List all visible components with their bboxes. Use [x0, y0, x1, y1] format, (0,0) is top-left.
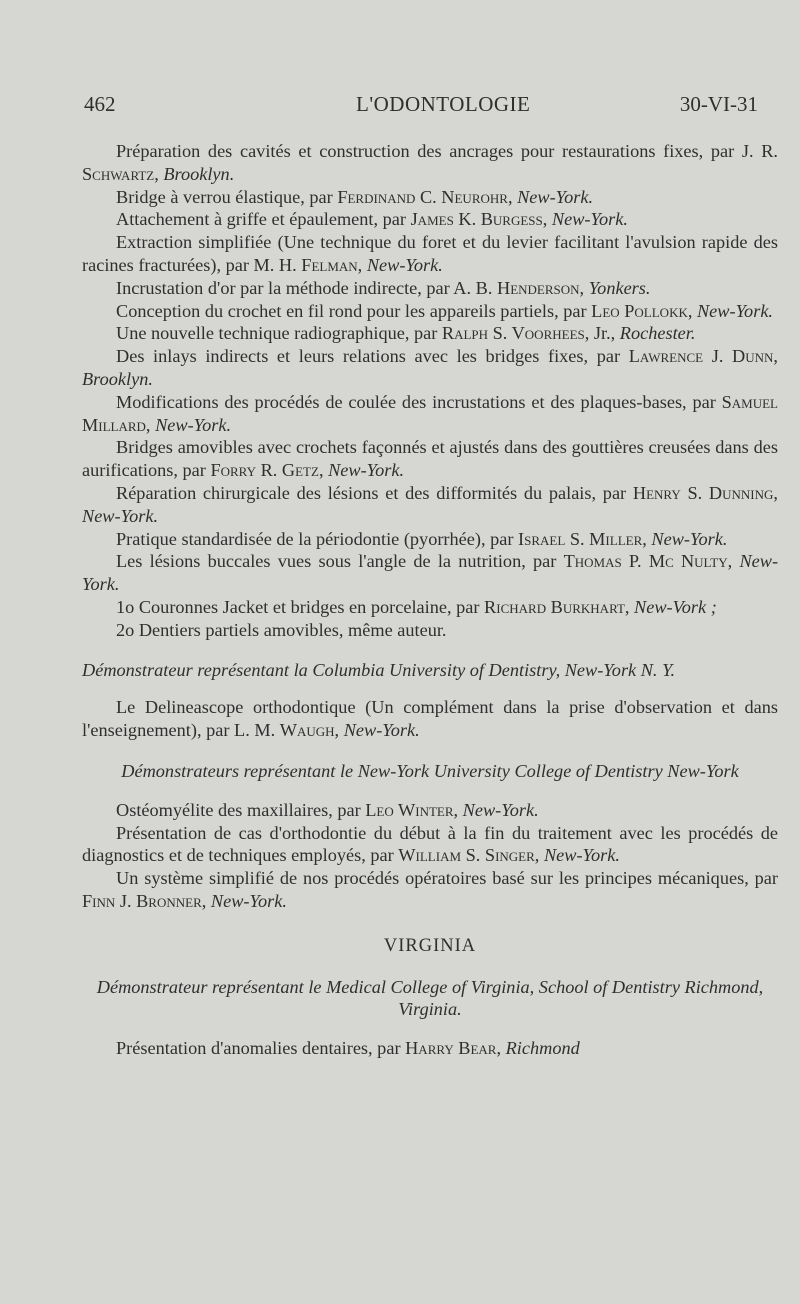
entry-text: Un système simplifié de nos procédés opératoires basé sur les principes mécaniques, par — [116, 868, 778, 889]
entry-author: William S. Singer — [398, 845, 535, 866]
entry-list-nyu — [82, 799, 778, 913]
entry-author: Felman — [301, 254, 358, 275]
entry-author: Henderson — [497, 277, 580, 298]
list-item: Présentation d'anomalies dentaires, par Harry Bear, Richmond — [116, 1038, 580, 1059]
entry-text: Modifications des procédés de coulée des incrustations et des plaques-bases, par — [116, 391, 722, 412]
list-item: Attachement à griffe et épaulement, par James K. Burgess, New-York. — [116, 209, 628, 230]
section-heading-columbia: Démonstrateur représentant la Columbia University of Dentistry, New-York N. Y. — [82, 659, 676, 680]
entry-list-columbia — [82, 696, 778, 742]
entry-author: Lawrence J. Dunn — [628, 346, 774, 367]
entry-author: Richard Burkhart — [484, 596, 625, 617]
entry-city: Brooklyn. — [82, 368, 153, 389]
entry-text: Extraction simplifiée (Une technique du foret et du levier facilitant l'avulsion rapide des racines fracturées), par M. H. — [82, 232, 778, 275]
list-item: Réparation chirurgicale des lésions et des difformités du palais, par Henry S. Dunning, New-York. — [82, 482, 778, 526]
section-heading-nyu: Démonstrateurs représentant le New-York University College of Dentistry New-York — [121, 760, 739, 781]
entry-author: Finn J. Bronner — [82, 890, 202, 911]
list-item: 1o Couronnes Jacket et bridges en porcelaine, par Richard Burkhart, New-Vork ; — [116, 596, 717, 617]
entry-text: Une nouvelle technique radiographique, par — [116, 323, 442, 344]
issue-date: 30-VI-31 — [679, 92, 758, 116]
page-body — [82, 140, 778, 1060]
entry-city: New-York. — [328, 460, 405, 481]
entry-city: New-Vork ; — [634, 596, 717, 617]
entry-author: Israel S. Miller — [518, 528, 643, 549]
entry-city: New-York. — [696, 300, 774, 321]
entry-city: New-York. — [462, 799, 539, 820]
entry-text: Préparation des cavités et construction des ancrages pour restaurations fixes, par J. R. — [116, 141, 778, 161]
entry-city: New-York. — [82, 551, 779, 595]
list-item: Bridge à verrou élastique, par Ferdinand C. Neurohr, New-York. — [116, 186, 594, 207]
entry-text: Attachement à griffe et épaulement, par — [116, 209, 411, 230]
entry-author: Thomas P. Mc Nulty — [563, 551, 728, 572]
entry-text: Présentation de cas d'orthodontie du début à la fin du traitement avec les procédés de diagnostics et de techniques employés, par — [82, 822, 778, 866]
journal-title: L'ODONTOLOGIE — [356, 92, 531, 116]
entry-list-virginia — [82, 1037, 778, 1060]
entry-author: Leo Pollokk — [591, 300, 688, 321]
list-item: Des inlays indirects et leurs relations avec les bridges fixes, par Lawrence J. Dunn, Brooklyn. — [82, 346, 778, 389]
entry-text: Le Delineascope orthodontique (Un complément dans la prise d'observation et dans l'enseignement), par L. M. — [82, 697, 778, 741]
entry-city: Brooklyn. — [163, 163, 235, 184]
entry-author: Samuel Millard — [82, 391, 778, 435]
entry-text: Bridges amovibles avec crochets façonnés et ajustés dans des gouttières creusées dans des aurifications, par — [82, 437, 778, 481]
entry-city: New-York. — [210, 890, 287, 911]
entry-author: James K. Burgess — [410, 209, 543, 230]
list-item: Une nouvelle technique radiographique, par Ralph S. Voorhees, Jr., Rochester. — [116, 323, 696, 344]
entry-text: Ostéomyélite des maxillaires, par — [116, 799, 366, 820]
entry-author: Leo Winter — [365, 799, 454, 820]
list-item: Présentation de cas d'orthodontie du début à la fin du traitement avec les procédés de diagnostics et de techniques employés, par William S. Singer, New-York. — [82, 822, 778, 866]
entry-text: Les lésions buccales vues sous l'angle de la nutrition, par — [116, 551, 564, 572]
list-item: Modifications des procédés de coulée des incrustations et des plaques-bases, par Samuel Millard, New-York. — [82, 391, 778, 435]
entry-city: New-York. — [343, 720, 420, 741]
section-heading-virginia: Démonstrateur représentant le Medical College of Virginia, School of Dentistry Richmond, Virginia. — [96, 976, 764, 1020]
list-item: Incrustation d'or par la méthode indirecte, par A. B. Henderson, Yonkers. — [116, 277, 651, 298]
list-item: Conception du crochet en fil rond pour les appareils partiels, par Leo Pollokk, New-York. — [116, 300, 774, 321]
entry-author: Schwartz — [82, 163, 155, 184]
list-item: Extraction simplifiée (Une technique du foret et du levier facilitant l'avulsion rapide des racines fracturées), par M. H. Felman, New-York. — [82, 232, 778, 275]
entry-text: Incrustation d'or par la méthode indirecte, par A. B. — [116, 277, 497, 298]
entry-text: Conception du crochet en fil rond pour les appareils partiels, par — [116, 300, 592, 321]
entry-author: Waugh — [279, 720, 335, 741]
entry-city: New-York. — [82, 505, 159, 526]
list-item — [82, 619, 778, 642]
list-item: Bridges amovibles avec crochets façonnés et ajustés dans des gouttières creusées dans des aurifications, par Forry R. Getz, New-York. — [82, 437, 778, 481]
entry-text: Des inlays indirects et leurs relations avec les bridges fixes, par — [116, 346, 629, 367]
list-item: Un système simplifié de nos procédés opératoires basé sur les principes mécaniques, par Finn J. Bronner, New-York. — [82, 868, 778, 911]
entry-text: Présentation d'anomalies dentaires, par — [116, 1038, 406, 1059]
entry-text: 1o Couronnes Jacket et bridges en porcelaine, par — [116, 596, 485, 617]
entry-city: New-York. — [551, 209, 628, 230]
list-item: Préparation des cavités et construction des ancrages pour restaurations fixes, par J. R. Schwartz, Brooklyn. — [82, 141, 778, 184]
entry-city: Yonkers. — [588, 277, 651, 298]
entry-city: Rochester. — [619, 323, 696, 344]
entry-text: Pratique standardisée de la périodontie (pyorrhée), par — [116, 528, 519, 549]
entry-city: Richmond — [505, 1038, 580, 1059]
entry-author: Harry Bear — [405, 1038, 497, 1059]
entry-list-new-york — [82, 140, 778, 642]
entry-text: Bridge à verrou élastique, par — [116, 186, 338, 207]
entry-author: Ferdinand C. Neurohr — [337, 186, 508, 207]
entry-city: New-York. — [651, 528, 728, 549]
entry-author: Henry S. Dunning — [632, 482, 774, 503]
entry-author: Forry R. Getz — [210, 460, 319, 481]
entry-author-suffix: Jr., — [593, 323, 620, 344]
running-header — [84, 92, 768, 120]
list-item: Ostéomyélite des maxillaires, par Leo Winter, New-York. — [116, 799, 539, 820]
entry-city: New-York. — [155, 414, 232, 435]
entry-city: New-York. — [543, 845, 620, 866]
entry-text: 2o Dentiers partiels amovibles, même auteur. — [116, 619, 447, 640]
entry-city: New-York. — [366, 254, 443, 275]
page-number: 462 — [84, 92, 116, 116]
entry-author: Ralph S. Voorhees — [441, 323, 585, 344]
state-heading-virginia: VIRGINIA — [383, 935, 477, 956]
entry-city: New-York. — [517, 186, 594, 207]
list-item: Pratique standardisée de la périodontie (pyorrhée), par Israel S. Miller, New-York. — [116, 528, 728, 549]
entry-text: Réparation chirurgicale des lésions et des difformités du palais, par — [116, 482, 633, 503]
list-item: Le Delineascope orthodontique (Un complément dans la prise d'observation et dans l'enseignement), par L. M. Waugh, New-York. — [82, 697, 778, 741]
list-item: Les lésions buccales vues sous l'angle de la nutrition, par Thomas P. Mc Nulty, New-York. — [82, 551, 779, 595]
